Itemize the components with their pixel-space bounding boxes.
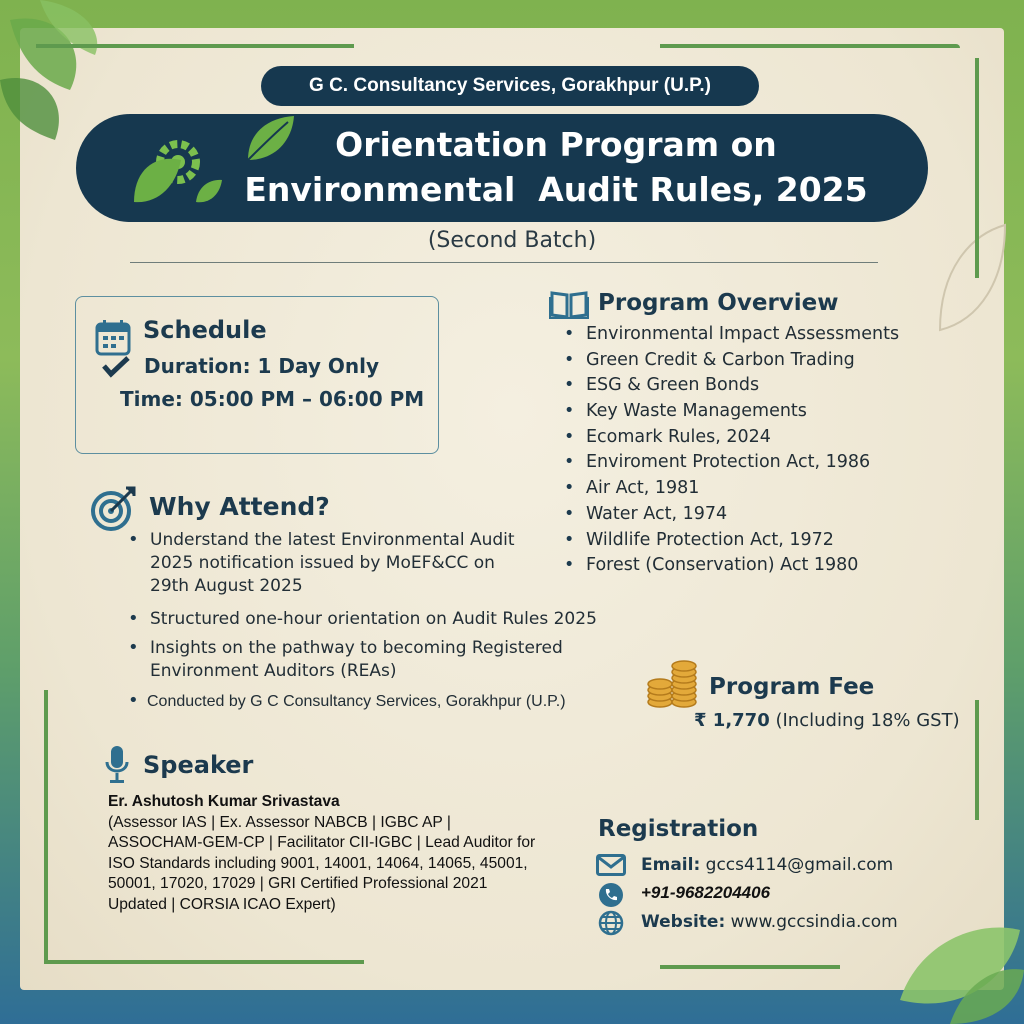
bullet: • — [128, 637, 139, 658]
schedule-time: Time: 05:00 PM – 06:00 PM — [120, 387, 425, 411]
bullet: • — [128, 690, 139, 711]
why-item-1 — [150, 529, 550, 598]
gear-leaf-icon — [126, 124, 226, 214]
email-label: Email: — [641, 855, 701, 875]
phone-number[interactable]: +91-9682204406 — [641, 883, 771, 902]
why-item-3-line-1: Insights on the pathway to becoming Registered — [150, 638, 563, 658]
batch-label: (Second Batch) — [427, 228, 597, 253]
globe-icon — [598, 910, 624, 936]
open-book-icon — [549, 289, 589, 319]
organization-name: G C. Consultancy Services, Gorakhpur (U.P.) — [309, 75, 711, 96]
why-attend-heading: Why Attend? — [149, 492, 330, 521]
calendar-check-icon — [94, 318, 134, 380]
overview-item: • ESG & Green Bonds — [564, 373, 899, 399]
phone-icon — [598, 882, 624, 908]
overview-item: • Water Act, 1974 — [564, 502, 899, 528]
why-item-3-line-2: Environment Auditors (REAs) — [150, 661, 397, 681]
why-item-4: Conducted by G C Consultancy Services, Gorakhpur (U.P.) — [147, 693, 566, 710]
why-item-2: Structured one-hour orientation on Audit Rules 2025 — [150, 609, 597, 629]
website-link[interactable]: www.gccsindia.com — [730, 912, 898, 932]
email-link[interactable]: gccs4114@gmail.com — [705, 855, 894, 875]
divider — [130, 262, 878, 263]
overview-item: • Environmental Impact Assessments — [564, 322, 899, 348]
overview-item: • Key Waste Managements — [564, 399, 899, 425]
overview-item: • Wildlife Protection Act, 1972 — [564, 528, 899, 554]
speaker-name: Er. Ashutosh Kumar Srivastava — [108, 793, 340, 810]
fee-note: (Including 18% GST) — [775, 710, 960, 731]
fee-line — [694, 710, 960, 731]
overview-heading: Program Overview — [598, 290, 839, 316]
mail-icon — [596, 854, 626, 876]
bullet: • — [128, 529, 139, 550]
overview-item: • Green Credit & Carbon Trading — [564, 348, 899, 374]
speaker-credentials: (Assessor IAS | Ex. Assessor NABCB | IGBC AP | ASSOCHAM-GEM-CP | Facilitator CII-IGBC | Lead Auditor for ISO Standards including 9001, 14001, 14064, 14065, 45001, 50001, 17020, 17029 | GRI Certified Professional 2021 Updated | CORSIA ICAO Expert) — [108, 813, 536, 913]
fee-amount: ₹ 1,770 — [694, 710, 770, 731]
frame-line — [660, 965, 840, 969]
speaker-details — [108, 792, 548, 915]
registration-phone — [641, 883, 770, 903]
bullet: • — [128, 608, 139, 629]
organization-pill — [261, 66, 759, 106]
overview-item: • Air Act, 1981 — [564, 476, 899, 502]
title-line-1: Orientation Program on — [335, 125, 777, 164]
registration-heading: Registration — [598, 816, 759, 842]
program-title — [236, 122, 876, 212]
why-item-1-line-1: Understand the latest Environmental Audit — [150, 530, 515, 550]
overview-item: • Forest (Conservation) Act 1980 — [564, 553, 899, 579]
microphone-icon — [104, 744, 130, 784]
title-line-2: Environmental Audit Rules, 2025 — [244, 170, 868, 209]
speaker-heading: Speaker — [143, 751, 254, 779]
overview-list — [564, 322, 899, 579]
frame-line — [975, 700, 979, 820]
frame-line — [44, 960, 364, 964]
registration-website — [641, 912, 898, 932]
registration-email — [641, 855, 893, 875]
why-item-1-line-3: 29th August 2025 — [150, 576, 303, 596]
overview-item: • Ecomark Rules, 2024 — [564, 425, 899, 451]
frame-line — [44, 690, 48, 960]
schedule-heading: Schedule — [143, 316, 267, 344]
fee-heading: Program Fee — [709, 674, 875, 700]
overview-item: • Enviroment Protection Act, 1986 — [564, 450, 899, 476]
website-label: Website: — [641, 912, 726, 932]
why-item-3 — [150, 637, 610, 683]
target-arrow-icon — [90, 484, 138, 532]
frame-line — [36, 44, 354, 48]
schedule-duration: Duration: 1 Day Only — [144, 354, 380, 378]
corner-leaves-bottom-right-icon — [880, 900, 1024, 1024]
why-item-1-line-2: 2025 notification issued by MoEF&CC on — [150, 553, 495, 573]
coins-icon — [646, 656, 700, 710]
frame-line — [660, 44, 960, 48]
